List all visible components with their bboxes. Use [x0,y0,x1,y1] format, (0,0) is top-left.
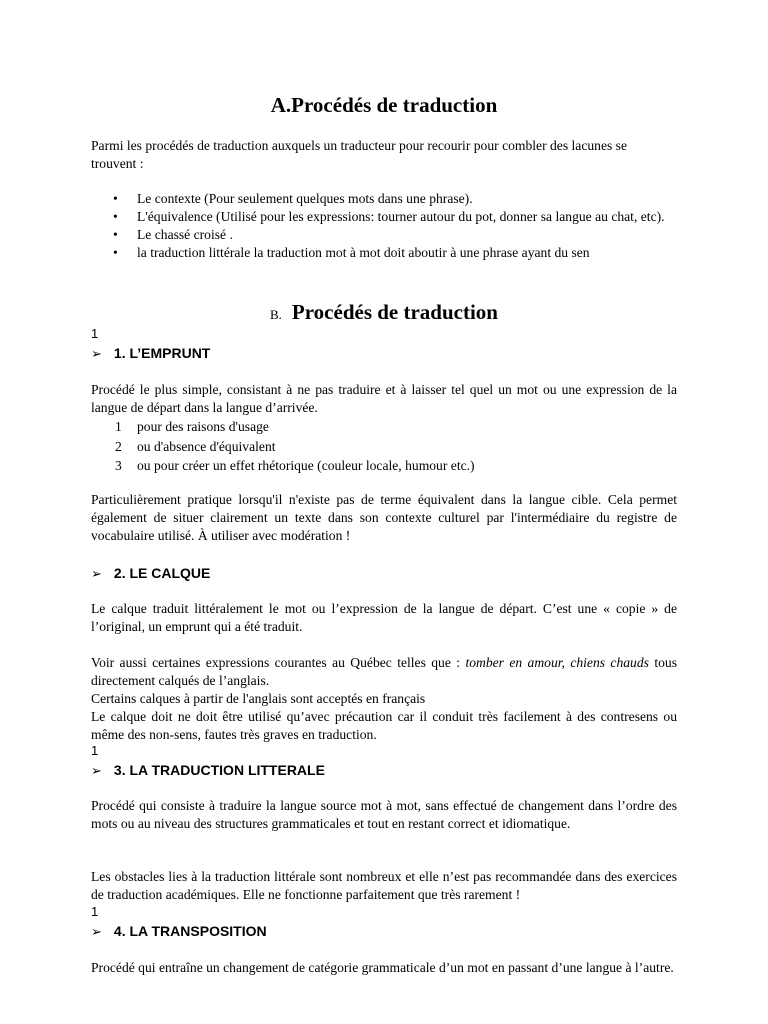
intro-paragraph: Parmi les procédés de traduction auxquels un traducteur pour recourir pour combler des lacunes se trouvent : [91,138,628,171]
litterale-paragraph-1: Procédé qui consiste à traduire la langue source mot à mot, sans effectué de changement dans l’ordre des mots ou au niveau des structures grammaticales et tout en restant correct et idiomatique. [91,798,677,831]
footnote-marker: 1 [91,904,99,919]
section-b-prefix: B. [269,307,282,322]
list-item [91,437,651,457]
section-title: 4. LA TRANSPOSITION [113,923,267,939]
footnote-marker: 1 [91,326,99,341]
list-item: • L'équivalence (Utilisé pour les expressions: tourner autour du pot, donner sa langue au chat, etc). [91,208,677,226]
footnote-marker: 1 [91,743,99,758]
calque-paragraph-3: Certains calques à partir de l'anglais sont acceptés en français [91,691,426,706]
list-text: ou d'absence d'équivalent [137,438,276,454]
transposition-paragraph-1: Procédé qui entraîne un changement de catégorie grammaticale d’un mot en passant d’une langue à l’autre. [91,960,674,975]
section-b-title: Procédés de traduction [291,300,498,324]
litterale-paragraph-2: Les obstacles lies à la traduction littérale sont nombreux et elle n’est pas recommandée dans des exercices de traduction académiques. Elle ne fonctionne parfaitement que très rarement ! [91,869,677,902]
page-title: A.Procédés de traduction [270,93,498,117]
section-title: 1. L’EMPRUNT [113,345,211,361]
list-item: • Le chassé croisé . [91,226,691,244]
emprunt-paragraph-2: Particulièrement pratique lorsqu'il n'existe pas de terme équivalent dans la langue cible. Cela permet également de situer clairement un texte dans son contexte culturel par l'intermédiaire du registre de vocabulaire utilisé. À utiliser avec modération ! [91,492,677,543]
calque-paragraph-1: Le calque traduit littéralement le mot ou l’expression de la langue de départ. C’est une « copie » de l’original, un emprunt qui a été traduit. [91,601,677,634]
list-item [91,417,651,437]
list-number: 1 [115,419,122,434]
calque-p2-text-a: Voir aussi certaines expressions courantes au Québec telles que : [91,655,466,670]
procedes-list [91,190,691,262]
calque-p2-text-b: tous directement calqués de l’anglais. [91,655,677,688]
section-heading-transposition [91,923,267,941]
list-number: 2 [115,438,122,454]
emprunt-reasons-list [91,417,651,476]
arrow-bullet-icon: ➢ [91,925,102,940]
list-item: • la traduction littérale la traduction mot à mot doit aboutir à une phrase ayant du sen [91,244,691,262]
arrow-bullet-icon: ➢ [91,347,102,362]
list-item: • Le contexte (Pour seulement quelques mots dans une phrase). [91,190,691,208]
calque-paragraph-2 [91,654,677,690]
section-b-heading [0,300,768,325]
section-title: 3. LA TRADUCTION LITTERALE [113,762,325,778]
section-heading-traduction-litterale [91,762,325,780]
arrow-bullet-icon: ➢ [91,567,102,582]
section-heading-calque [91,565,210,583]
calque-p2-examples: tomber en amour, chiens chauds [465,655,649,670]
section-heading-emprunt [91,345,210,363]
emprunt-paragraph-1: Procédé le plus simple, consistant à ne pas traduire et à laisser tel quel un mot ou une expression de la langue de départ dans la langue d’arrivée. [91,382,677,415]
arrow-bullet-icon: ➢ [91,764,102,779]
list-item [91,456,651,476]
list-number: 3 [115,458,122,473]
list-text: ou pour créer un effet rhétorique (couleur locale, humour etc.) [137,458,475,473]
list-text: pour des raisons d'usage [137,419,269,434]
section-title: 2. LE CALQUE [113,565,211,581]
calque-paragraph-4: Le calque doit ne doit être utilisé qu’avec précaution car il conduit très facilement à des contresens ou même des non-sens, fautes très graves en traduction. [91,709,677,742]
